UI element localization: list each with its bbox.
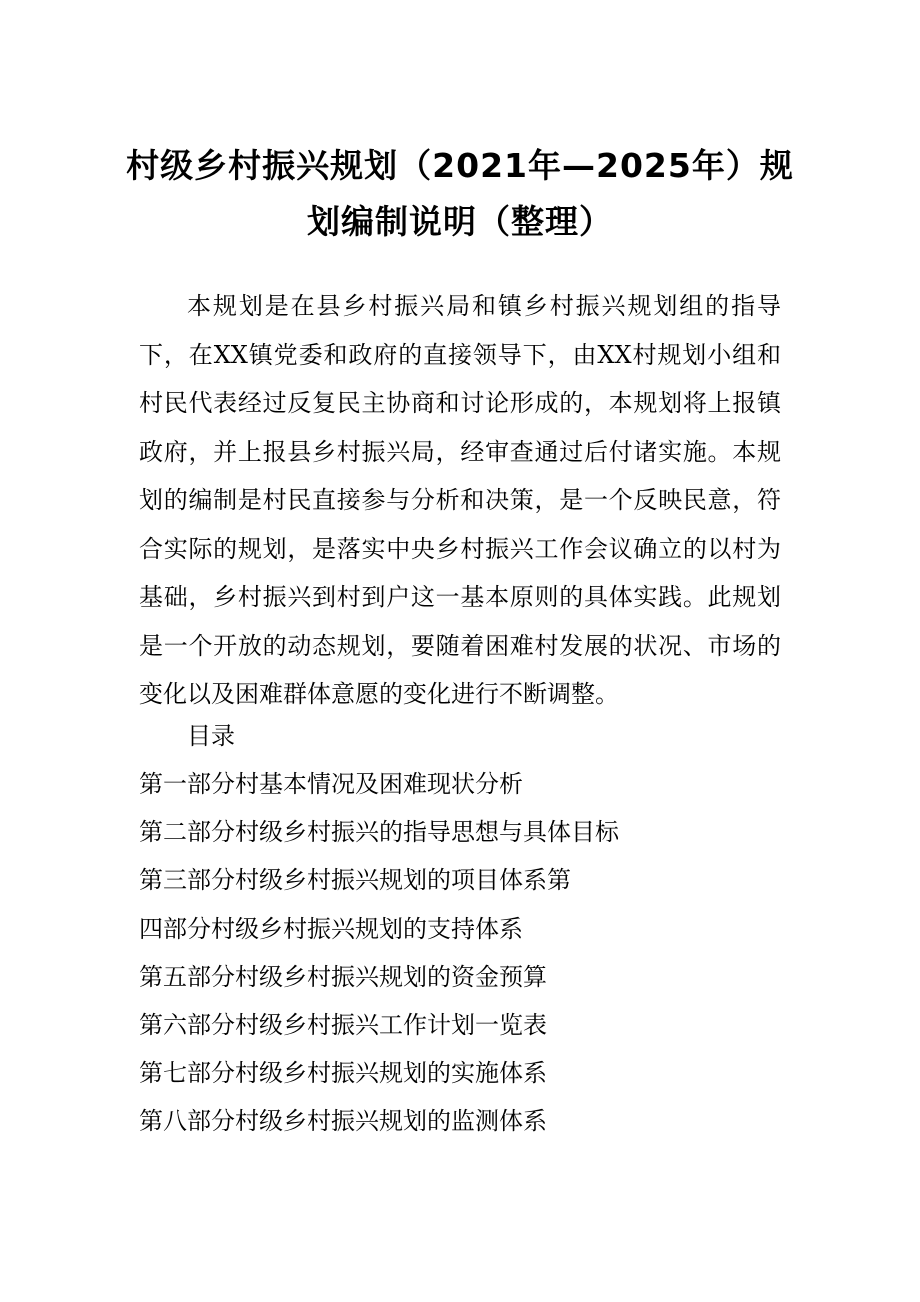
toc-item: 第五部分村级乡村振兴规划的资金预算 (139, 962, 547, 991)
toc-item: 第七部分村级乡村振兴规划的实施体系 (139, 1059, 547, 1088)
toc-item: 第二部分村级乡村振兴的指导思想与具体目标 (139, 818, 619, 847)
toc-item: 第六部分村级乡村振兴工作计划一览表 (139, 1011, 547, 1040)
toc-heading: 目录 (187, 722, 235, 750)
title-line-2: 划编制说明（整理） (307, 202, 613, 241)
document-title (120, 138, 800, 250)
table-of-contents (139, 760, 799, 1146)
toc-item: 第一部分村基本情况及困难现状分析 (139, 770, 523, 798)
toc-item: 四部分村级乡村振兴规划的支持体系 (139, 914, 523, 943)
title-line-1: 村级乡村振兴规划（2021年—2025年）规 (126, 146, 794, 185)
intro-paragraph: 本规划是在县乡村振兴局和镇乡村振兴规划组的指导下，在XX镇党委和政府的直接领导下，由XX村规划小组和村民代表经过反复民主协商和讨论形成的，本规划将上报镇政府，并上报县乡村振兴局，经审查通过后付诸实施。本规划的编制是村民直接参与分析和决策，是一个反映民意，符合实际的规划，是落实中央乡村振兴工作会议确立的以村为基础，乡村振兴到村到户这一基本原则的具体实践。此规划是一个开放的动态规划，要随着困难村发展的状况、市场的变化以及困难群体意愿的变化进行不断调整。 (139, 292, 781, 708)
toc-item: 第三部分村级乡村振兴规划的项目体系第 (139, 866, 571, 895)
toc-item: 第八部分村级乡村振兴规划的监测体系 (139, 1107, 547, 1136)
